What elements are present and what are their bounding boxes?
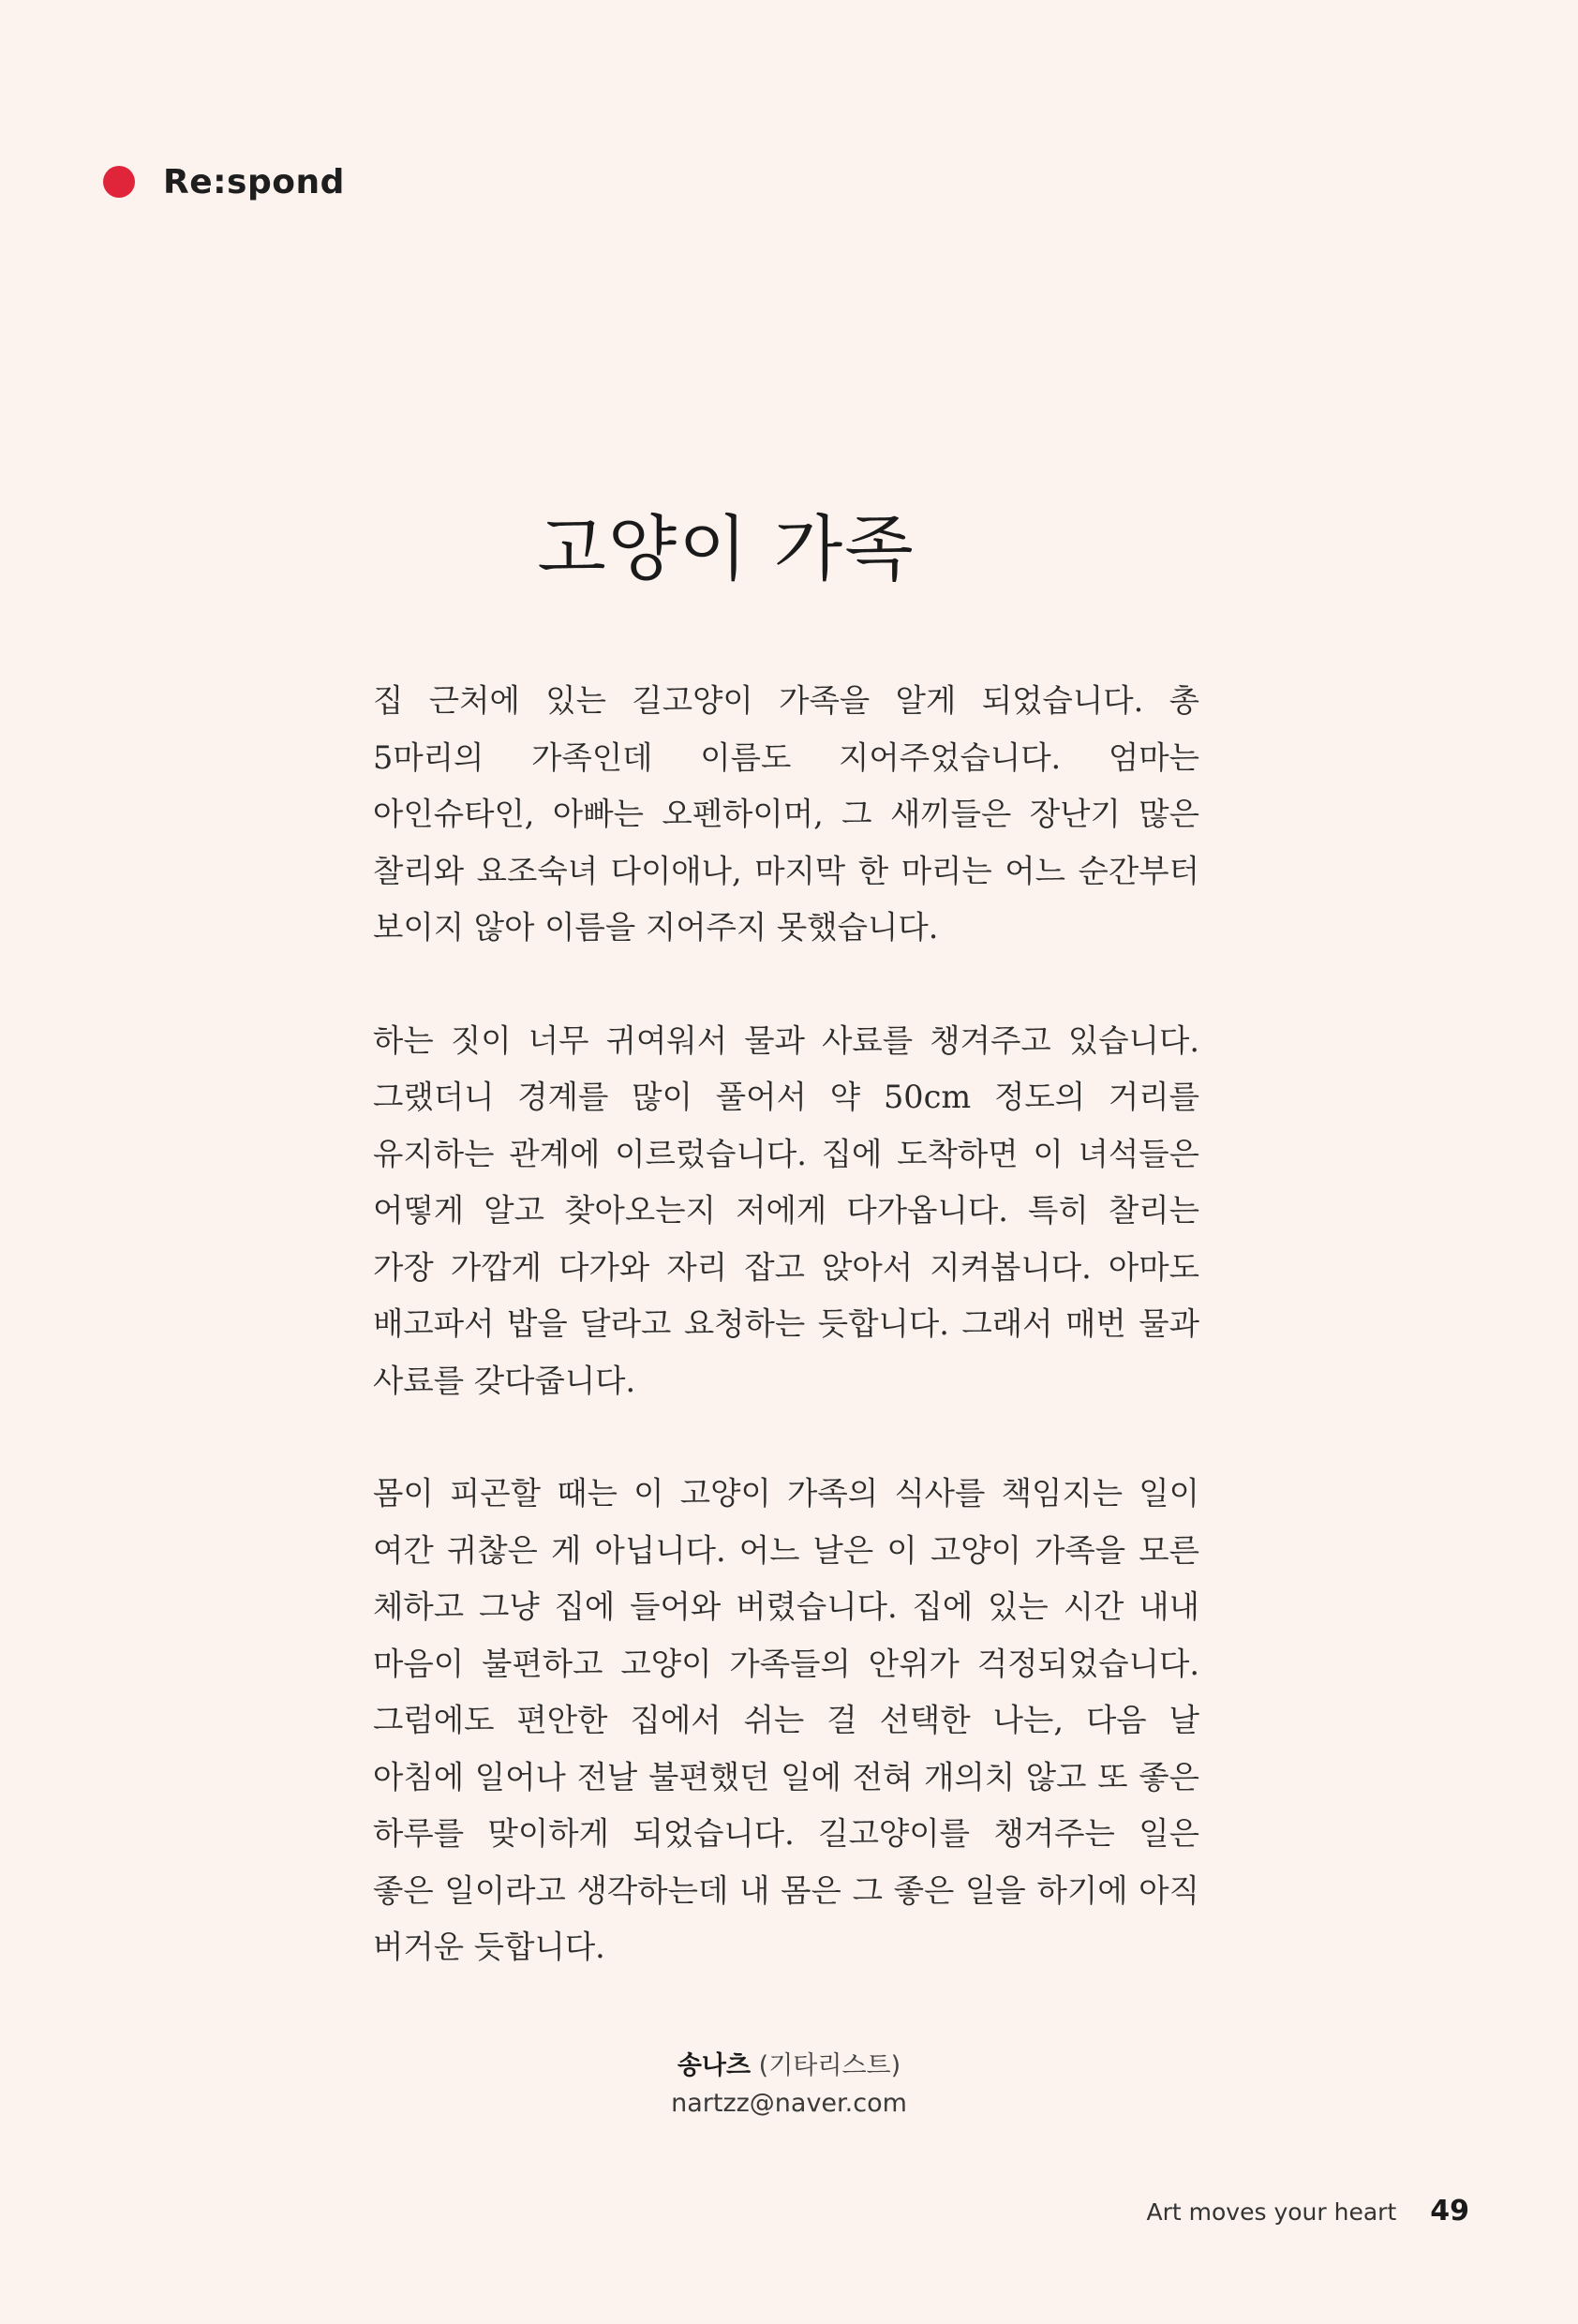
article-title: 고양이 가족 — [537, 507, 916, 590]
section-header — [103, 159, 345, 204]
footer-tagline: Art moves your heart — [1146, 2198, 1397, 2226]
author-name: 송나츠 — [677, 2051, 752, 2080]
author-role: (기타리스트) — [758, 2051, 901, 2080]
page-footer — [1147, 2195, 1469, 2227]
red-dot-icon — [103, 166, 135, 198]
paragraph-2: 하는 짓이 너무 귀여워서 물과 사료를 챙겨주고 있습니다. 그랬더니 경계를 많이 풀어서 약 50cm 정도의 거리를 유지하는 관계에 이르렀습니다. 집에 도착하면 이 녀석들은 어떻게 알고 찾아오는지 저에게 다가옵니다. 특히 찰리는 가장 가깝게 다가와 자리 잡고 앉아서 지켜봅니다. 아마도 배고파서 밥을 달라고 요청하는 듯합니다. 그래서 매번 물과 사료를 갖다줍니다. — [373, 1021, 1199, 1399]
page-number: 49 — [1430, 2195, 1469, 2227]
article-body — [373, 673, 1199, 2033]
paragraph-1: 집 근처에 있는 길고양이 가족을 알게 되었습니다. 총 5마리의 가족인데 이름도 지어주었습니다. 엄마는 아인슈타인, 아빠는 오펜하이머, 그 새끼들은 장난기 많은 찰리와 요조숙녀 다이애나, 마지막 한 마리는 어느 순간부터 보이지 않아 이름을 지어주지 못했습니다. — [373, 682, 1199, 946]
author-email: nartzz@naver.com — [671, 2089, 907, 2118]
byline — [0, 2048, 1578, 2123]
author-line — [0, 2048, 1578, 2085]
section-label: Re:spond — [163, 162, 345, 201]
paragraph-3: 몸이 피곤할 때는 이 고양이 가족의 식사를 책임지는 일이 여간 귀찮은 게 아닙니다. 어느 날은 이 고양이 가족을 모른 체하고 그냥 집에 들어와 버렸습니다. 집에 있는 시간 내내 마음이 불편하고 고양이 가족들의 안위가 걱정되었습니다. 그럼에도 편안한 집에서 쉬는 걸 선택한 나는, 다음 날 아침에 일어나 전날 불편했던 일에 전혀 개의치 않고 또 좋은 하루를 맞이하게 되었습니다. 길고양이를 챙겨주는 일은 좋은 일이라고 생각하는데 내 몸은 그 좋은 일을 하기에 아직 버거운 듯합니다. — [373, 1475, 1199, 1965]
